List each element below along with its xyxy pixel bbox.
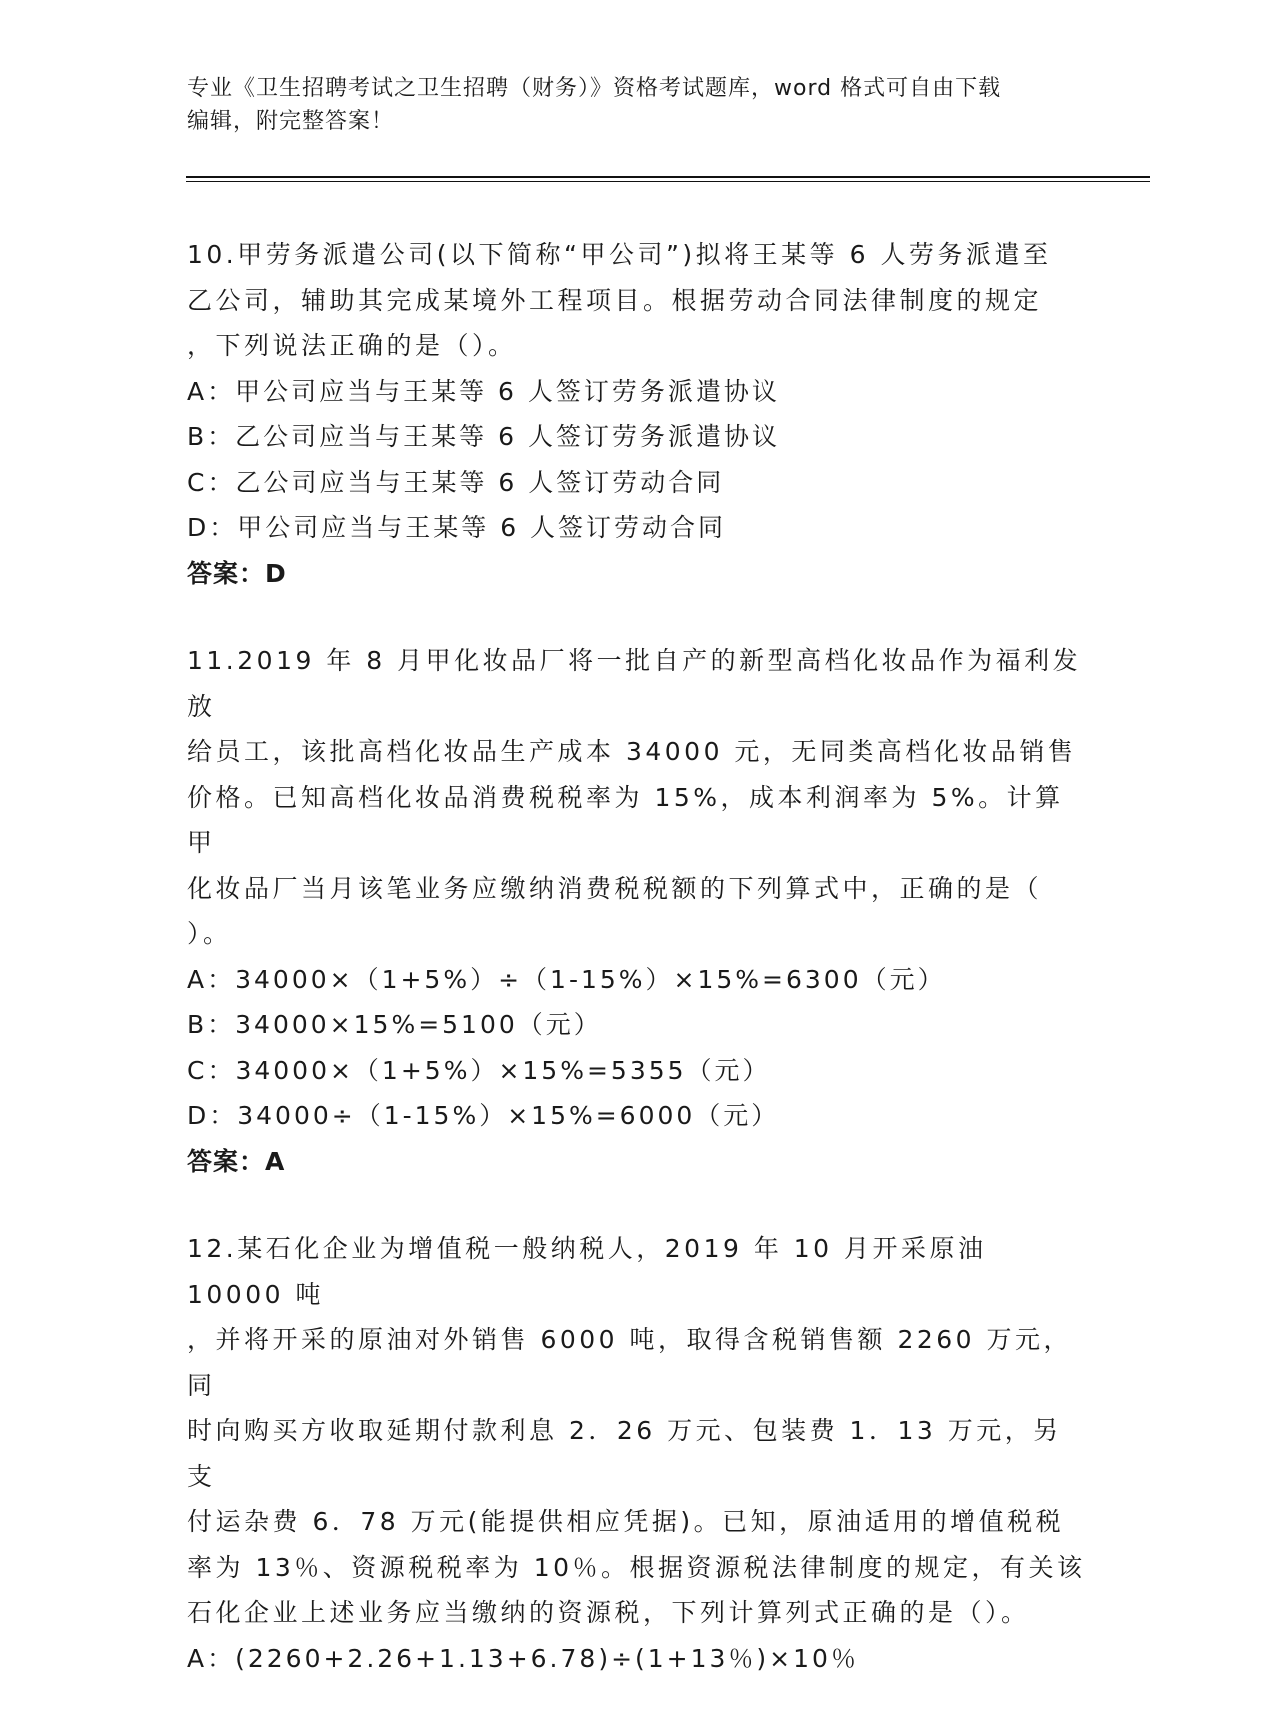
question-11	[187, 638, 1087, 1184]
option-a: A：(2260+2.26+1.13+6.78)÷(1+13％)×10％	[187, 1643, 859, 1673]
question-text-line: ，下列说法正确的是（）。	[187, 331, 517, 360]
answer: 答案：A	[187, 1146, 286, 1176]
question-text-line: 付运杂费 6．78 万元(能提供相应凭据)。已知，原油适用的增值税税	[187, 1507, 1065, 1536]
question-text-line: 时向购买方收取延期付款利息 2．26 万元、包装费 1．13 万元，另支	[187, 1416, 1062, 1491]
header-line-1: 专业《卫生招聘考试之卫生招聘（财务）》资格考试题库，word 格式可自由下载	[187, 76, 1002, 101]
header-line-2: 编辑，附完整答案！	[187, 109, 395, 134]
question-10	[187, 232, 1087, 596]
option-b: B：34000×15%=5100（元）	[187, 1010, 602, 1039]
question-text-line: 率为 13％、资源税税率为 10％。根据资源税法律制度的规定，有关该	[187, 1552, 1086, 1582]
header-divider-thick	[186, 176, 1150, 178]
question-text-line: 给员工，该批高档化妆品生产成本 34000 元，无同类高档化妆品销售	[187, 737, 1077, 766]
question-list	[187, 232, 1087, 1723]
answer: 答案：D	[187, 558, 287, 588]
option-a: A：34000×（1+5%）÷（1-15%）×15%=6300（元）	[187, 964, 946, 994]
option-d: D：34000÷（1-15%）×15%=6000（元）	[187, 1101, 780, 1130]
option-a: A：甲公司应当与王某等 6 人签订劳务派遣协议	[187, 376, 780, 406]
question-text-line: 化妆品厂当月该笔业务应缴纳消费税税额的下列算式中，正确的是（	[187, 873, 1043, 903]
option-c: C：乙公司应当与王某等 6 人签订劳动合同	[187, 467, 725, 497]
question-text-line: ，并将开采的原油对外销售 6000 吨，取得含税销售额 2260 万元，同	[187, 1325, 1073, 1400]
question-12	[187, 1226, 1087, 1681]
document-header	[187, 72, 1067, 138]
question-text-line: ）。	[187, 919, 232, 948]
question-text-line: 乙公司，辅助其完成某境外工程项目。根据劳动合同法律制度的规定	[187, 285, 1043, 315]
question-text-line: 11.2019 年 8 月甲化妆品厂将一批自产的新型高档化妆品作为福利发放	[187, 646, 1082, 721]
question-text-line: 石化企业上述业务应当缴纳的资源税，下列计算列式正确的是（）。	[187, 1598, 1030, 1627]
option-c: C：34000×（1+5%）×15%=5355（元）	[187, 1055, 771, 1085]
question-text-line: 10.甲劳务派遣公司(以下简称“甲公司”)拟将王某等 6 人劳务派遣至	[187, 240, 1052, 269]
option-d: D：甲公司应当与王某等 6 人签订劳动合同	[187, 513, 727, 542]
question-text-line: 价格。已知高档化妆品消费税税率为 15%，成本利润率为 5%。计算甲	[187, 782, 1064, 857]
header-divider-thin	[186, 181, 1150, 182]
option-b: B：乙公司应当与王某等 6 人签订劳务派遣协议	[187, 422, 780, 451]
question-text-line: 12.某石化企业为增值税一般纳税人，2019 年 10 月开采原油 10000 吨	[187, 1234, 987, 1309]
